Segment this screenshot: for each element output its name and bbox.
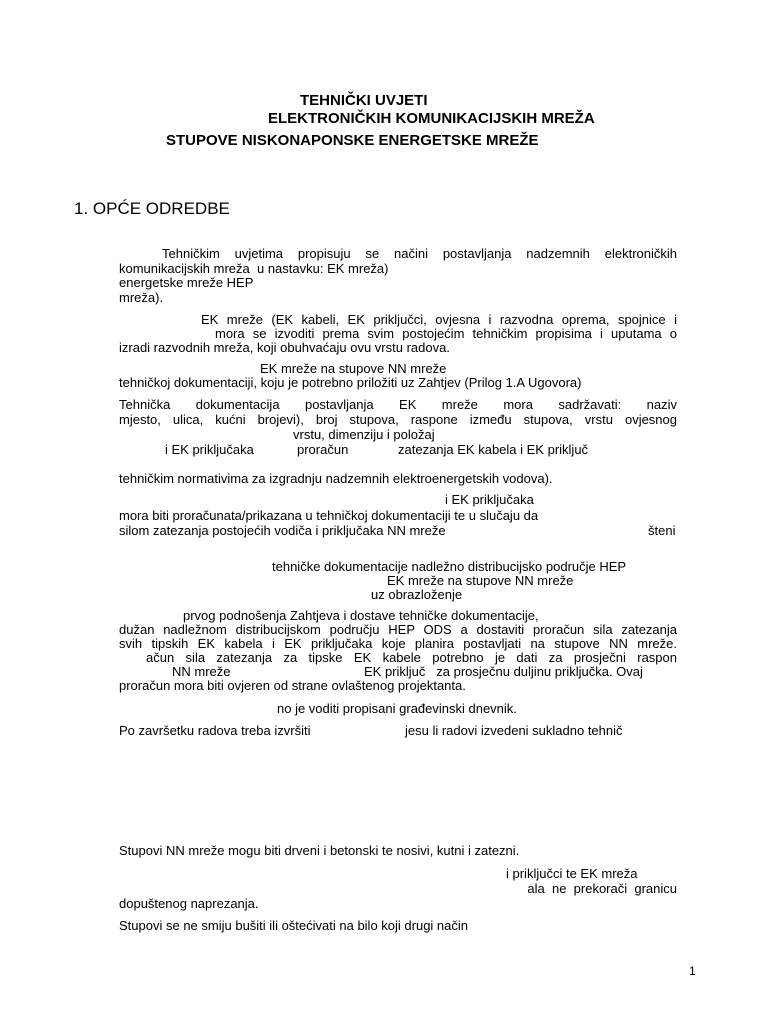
text-line: šteni xyxy=(648,523,676,538)
text-line: energetske mreže HEP xyxy=(119,275,254,290)
text-line: izradi razvodnih mreža, koji obuhvaćaju ovu vrstu radova. xyxy=(119,340,450,355)
text-line: ačun sila zatezanja za tipske EK kabele potrebno je dati za prosječni raspon xyxy=(146,650,677,665)
text-line: zatezanja EK kabela i EK priključ xyxy=(398,442,589,457)
text-line: mjesto, ulica, kućni brojevi), broj stupova, raspone između stupova, vrstu ovjesnog xyxy=(119,412,677,427)
text-line: ala ne prekorači granicu xyxy=(527,881,677,896)
text-line: silom zatezanja postojećih vodiča i priključaka NN mreže xyxy=(119,523,446,538)
text-line: EK mreže (EK kabeli, EK priključci, ovjesna i razvodna oprema, spojnice i xyxy=(201,312,677,327)
text-line: i priključci te EK mreža xyxy=(506,866,638,881)
text-line: i EK priključaka xyxy=(445,492,534,507)
text-line: Tehnička dokumentacija postavljanja EK mreže mora sadržavati: naziv xyxy=(119,397,677,412)
text-line: proračun xyxy=(297,442,349,457)
text-line: no je voditi propisani građevinski dnevnik. xyxy=(277,701,517,716)
page-number: 1 xyxy=(689,964,696,978)
title-line-3: STUPOVE NISKONAPONSKE ENERGETSKE MREŽE xyxy=(166,132,539,149)
text-line: proračun mora biti ovjeren od strane ovlaštenog projektanta. xyxy=(119,678,466,693)
text-line: tehničkoj dokumentaciji, koju je potrebno priložiti uz Zahtjev (Prilog 1.A Ugovora) xyxy=(119,375,582,390)
text-line: svih tipskih EK kabela i EK priključaka koje planira postavljati na stupove NN mreže. xyxy=(119,636,677,651)
text-line: vrstu, dimenziju i položaj xyxy=(293,427,435,442)
text-line: tehničkim normativima za izgradnju nadzemnih elektroenergetskih vodova). xyxy=(119,471,553,486)
text-line: Tehničkim uvjetima propisuju se načini postavljanja nadzemnih elektroničkih xyxy=(162,246,677,261)
text-line: dopuštenog naprezanja. xyxy=(119,896,259,911)
text-line: EK mreže na stupove NN mreže xyxy=(387,573,574,588)
text-line: komunikacijskih mreža u nastavku: EK mreža) xyxy=(119,261,389,276)
text-line: mora se izvoditi prema svim postojećim tehničkim propisima i uputama o xyxy=(215,326,677,341)
title-line-1: TEHNIČKI UVJETI xyxy=(300,92,428,109)
title-line-2: ELEKTRONIČKIH KOMUNIKACIJSKIH MREŽA xyxy=(268,110,595,127)
text-line: i EK priključaka xyxy=(165,442,254,457)
text-line: mora biti proračunata/prikazana u tehničkoj dokumentaciji te u slučaju da xyxy=(119,508,539,523)
text-line: uz obrazloženje xyxy=(371,587,463,602)
text-line: NN mreže xyxy=(172,664,231,679)
text-line: tehničke dokumentacije nadležno distribucijsko područje HEP xyxy=(272,559,627,574)
text-line: Stupovi NN mreže mogu biti drveni i betonski te nosivi, kutni i zatezni. xyxy=(119,843,520,858)
text-line: EK mreže na stupove NN mreže xyxy=(260,361,447,376)
text-line: Stupovi se ne smiju bušiti ili oštećivati na bilo koji drugi način xyxy=(119,918,469,933)
text-line: jesu li radovi izvedeni sukladno tehnič xyxy=(405,723,623,738)
text-line: Po završetku radova treba izvršiti xyxy=(119,723,311,738)
text-line: prvog podnošenja Zahtjeva i dostave tehničke dokumentacije, xyxy=(183,608,539,623)
text-line: EK priključ za prosječnu duljinu priključka. Ovaj xyxy=(364,664,643,679)
section-heading: 1. OPĆE ODREDBE xyxy=(74,199,230,218)
text-line: dužan nadležnom distribucijskom području HEP ODS a dostaviti proračun sila zatezanja xyxy=(119,622,677,637)
text-line: mreža). xyxy=(119,290,164,305)
